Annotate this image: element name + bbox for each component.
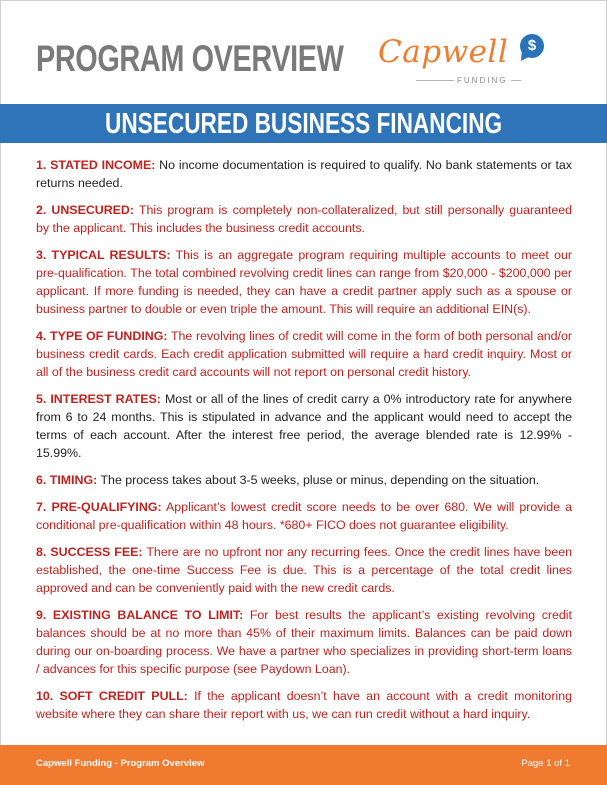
list-item [36,606,572,678]
logo-divider-left [416,80,454,81]
footer-page-number: Page 1 of 1 [521,758,570,769]
item-text: For best results the applicant’s existing revolving credit balances should be at no more than 45% of their maximum limits. Balances can be paid down during our on-boarding process. We have a partner who specializes in providing short-term loans / advances for this specific purpose (see Paydown Loan). [36,608,572,676]
item-label: 8. SUCCESS FEE: [36,545,143,559]
logo-wordmark: Capwell [378,34,509,70]
capwell-logo [378,30,553,90]
page-title: PROGRAM OVERVIEW [36,38,344,79]
item-text: The revolving lines of credit will come in the form of both personal and/or business credit cards. Each credit application submitted will require a hard credit inquiry. Most or all of the business credit card accounts will not report on personal credit history. [36,329,572,379]
item-text: If the applicant doesn’t have an account with a credit monitoring website where they can share their report with us, we can run credit without a hard inquiry. [36,689,572,721]
item-text: There are no upfront nor any recurring fees. Once the credit lines have been established, the one-time Success Fee is due. This is a percentage of the total credit lines approved and can be conveniently paid with the new credit cards. [36,545,572,595]
list-item [36,156,572,192]
item-label: 6. TIMING: [36,473,98,487]
logo-subtitle: FUNDING [457,76,508,85]
item-label: 9. EXISTING BALANCE TO LIMIT: [36,608,244,622]
footer-document-title: Capwell Funding - Program Overview [36,758,205,769]
item-label: 5. INTEREST RATES: [36,392,161,406]
item-text: Most or all of the lines of credit carry a 0% introductory rate for anywhere from 6 to 24 months. This is stipulated in advance and the applicant would need to accept the terms of each account. After the interest free period, the average blended rate is 12.99% - 15.99%. [36,392,572,460]
dollar-bubble-icon: $ [520,34,544,58]
program-items-list [36,156,572,732]
item-text: Applicant’s lowest credit score needs to be over 680. We will provide a conditional pre-qualification within 48 hours. *680+ FICO does not guarantee eligibility. [36,500,572,532]
list-item [36,246,572,318]
item-text: No income documentation is required to qualify. No bank statements or tax returns needed. [36,158,572,190]
item-text: This is an aggregate program requiring multiple accounts to meet our pre-qualification. The total combined revolving credit lines can range from $20,000 - $200,000 per applicant. If more funding is needed, they can have a credit partner apply such as a spouse or business partner to double or even triple the amount. This will require an additional EIN(s). [36,248,572,316]
list-item [36,498,572,534]
item-text: The process takes about 3-5 weeks, pluse or minus, depending on the situation. [100,473,540,487]
list-item [36,687,572,723]
banner-title: UNSECURED BUSINESS FINANCING [104,108,503,140]
list-item [36,543,572,597]
item-label: 1. STATED INCOME: [36,158,156,172]
item-label: 7. PRE-QUALIFYING: [36,500,162,514]
item-text: This program is completely non-collateralized, but still personally guaranteed by the applicant. This includes the business credit accounts. [36,203,573,235]
item-label: 4. TYPE OF FUNDING: [36,329,168,343]
item-label: 2. UNSECURED: [36,203,135,217]
item-label: 3. TYPICAL RESULTS: [36,248,171,262]
page-footer [0,745,607,785]
list-item [36,327,572,381]
list-item [36,390,572,462]
section-banner [0,104,607,143]
list-item [36,471,572,489]
logo-divider-right [511,80,521,81]
list-item [36,201,572,237]
item-label: 10. SOFT CREDIT PULL: [36,689,188,703]
